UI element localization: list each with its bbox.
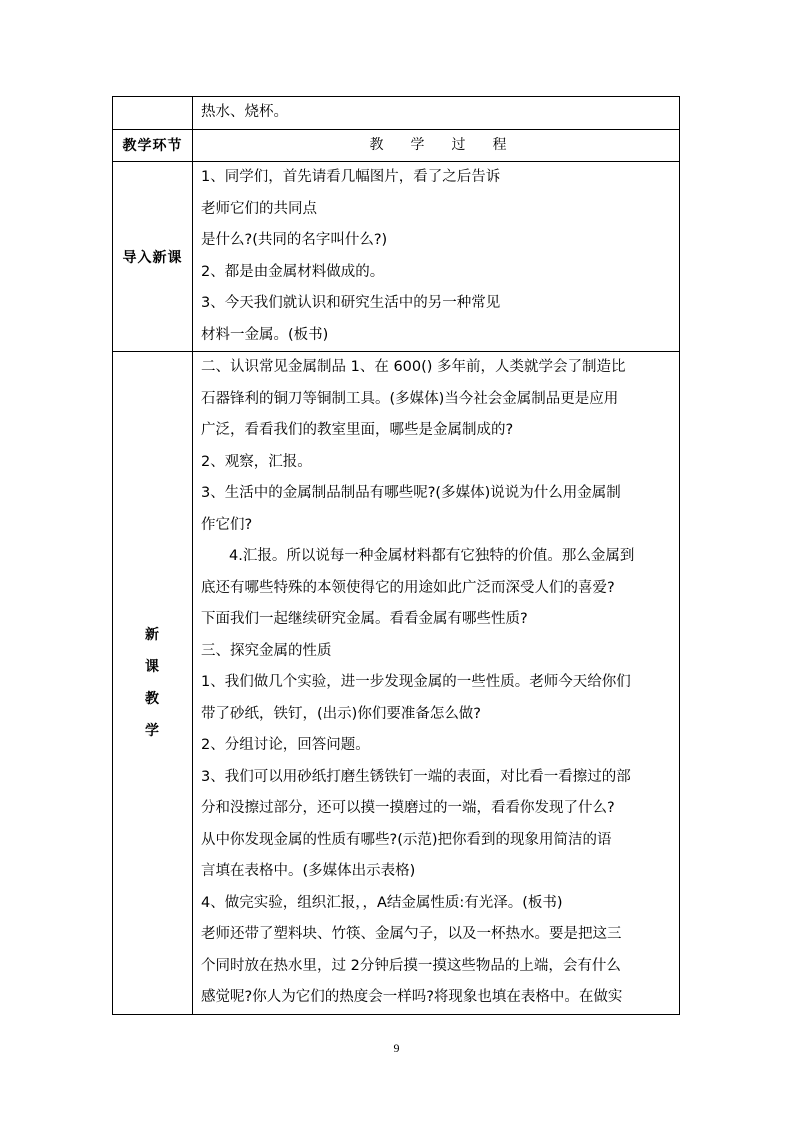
new-lesson-content	[193, 352, 680, 1015]
lesson-line: 言填在表格中。(多媒体出示表格)	[201, 863, 416, 879]
process-title-char: 程	[492, 136, 508, 153]
new-lesson-row	[113, 352, 680, 1015]
lesson-line: 三、探究金属的性质	[201, 642, 332, 659]
lesson-line: 从中你发现金属的性质有哪些?(示范)把你看到的现象用简洁的语	[201, 831, 612, 848]
lesson-line: 4.汇报。所以说每一种金属材料都有它独特的价值。那么金属到	[229, 548, 635, 564]
lesson-line: 二、认识常见金属制品 1、在 600() 多年前，人类就学会了制造比	[201, 359, 626, 375]
intro-line: 是什么?(共同的名字叫什么?)	[201, 232, 388, 248]
intro-line: 材料一金属。(板书)	[201, 326, 329, 343]
materials-text: 热水、烧杯。	[193, 97, 680, 130]
materials-label-cell	[113, 97, 193, 130]
new-lesson-label-char: 学	[145, 722, 160, 739]
lesson-line: 石器锋利的铜刀等铜制工具。(多媒体)当今社会金属制品更是应用	[201, 390, 619, 407]
lesson-line: 个同时放在热水里，过 2分钟后摸一摸这些物品的上端，会有什么	[201, 957, 621, 974]
materials-row	[113, 97, 680, 130]
lesson-line: 底还有哪些特殊的本领使得它的用途如此广泛而深受人们的喜爱?	[201, 579, 615, 596]
lesson-line: 带了砂纸，铁钉，(出示)你们要准备怎么做?	[201, 705, 482, 722]
new-lesson-label-char: 课	[145, 658, 160, 675]
lesson-line: 广泛，看看我们的教室里面，哪些是金属制成的?	[201, 422, 514, 438]
lesson-line: 2、分组讨论，回答问题。	[201, 737, 370, 753]
lesson-line: 老师还带了塑料块、竹筷、金属勺子，以及一杯热水。要是把这三	[201, 926, 622, 942]
new-lesson-label-char: 新	[145, 626, 160, 643]
lesson-line: 1、我们做几个实验，进一步发现金属的一些性质。老师今天给你们	[201, 674, 631, 690]
lesson-line: 作它们?	[201, 516, 253, 533]
lesson-line: 4、做完实验，组织汇报，，A结金属性质:有光泽。(板书)	[201, 894, 563, 911]
lesson-line: 2、观察，汇报。	[201, 453, 312, 470]
process-title-char: 过	[451, 136, 467, 153]
page-number: 9	[393, 1041, 400, 1055]
process-title-char: 学	[410, 136, 426, 153]
new-lesson-label-char: 教	[145, 690, 160, 707]
lesson-line: 感觉呢?你人为它们的热度会一样吗?将现象也填在表格中。在做实	[201, 989, 623, 1005]
intro-line: 3、今天我们就认识和研究生活中的另一种常见	[201, 295, 501, 311]
new-lesson-label	[113, 352, 193, 1015]
section-label-header: 教学环节	[113, 129, 193, 162]
intro-content	[193, 162, 680, 352]
lesson-line: 3、生活中的金属制品制品有哪些呢?(多媒体)说说为什么用金属制	[201, 485, 621, 501]
process-title-char: 教	[369, 136, 385, 153]
intro-label: 导入新课	[113, 162, 193, 352]
intro-line: 1、同学们，首先请看几幅图片，看了之后告诉	[201, 169, 501, 185]
section-header-row	[113, 129, 680, 162]
lesson-line: 分和没擦过部分，还可以摸一摸磨过的一端，看看你发现了什么?	[201, 800, 615, 816]
intro-line: 2、都是由金属材料做成的。	[201, 263, 385, 280]
intro-line: 老师它们的共同点	[201, 200, 317, 217]
process-title	[357, 137, 521, 153]
lesson-line: 3、我们可以用砂纸打磨生锈铁钉一端的表面，对比看一看擦过的部	[201, 768, 631, 785]
process-header	[193, 129, 680, 162]
lesson-line: 下面我们一起继续研究金属。看看金属有哪些性质?	[201, 611, 528, 627]
lesson-plan-table	[112, 96, 680, 1015]
intro-row	[113, 162, 680, 352]
